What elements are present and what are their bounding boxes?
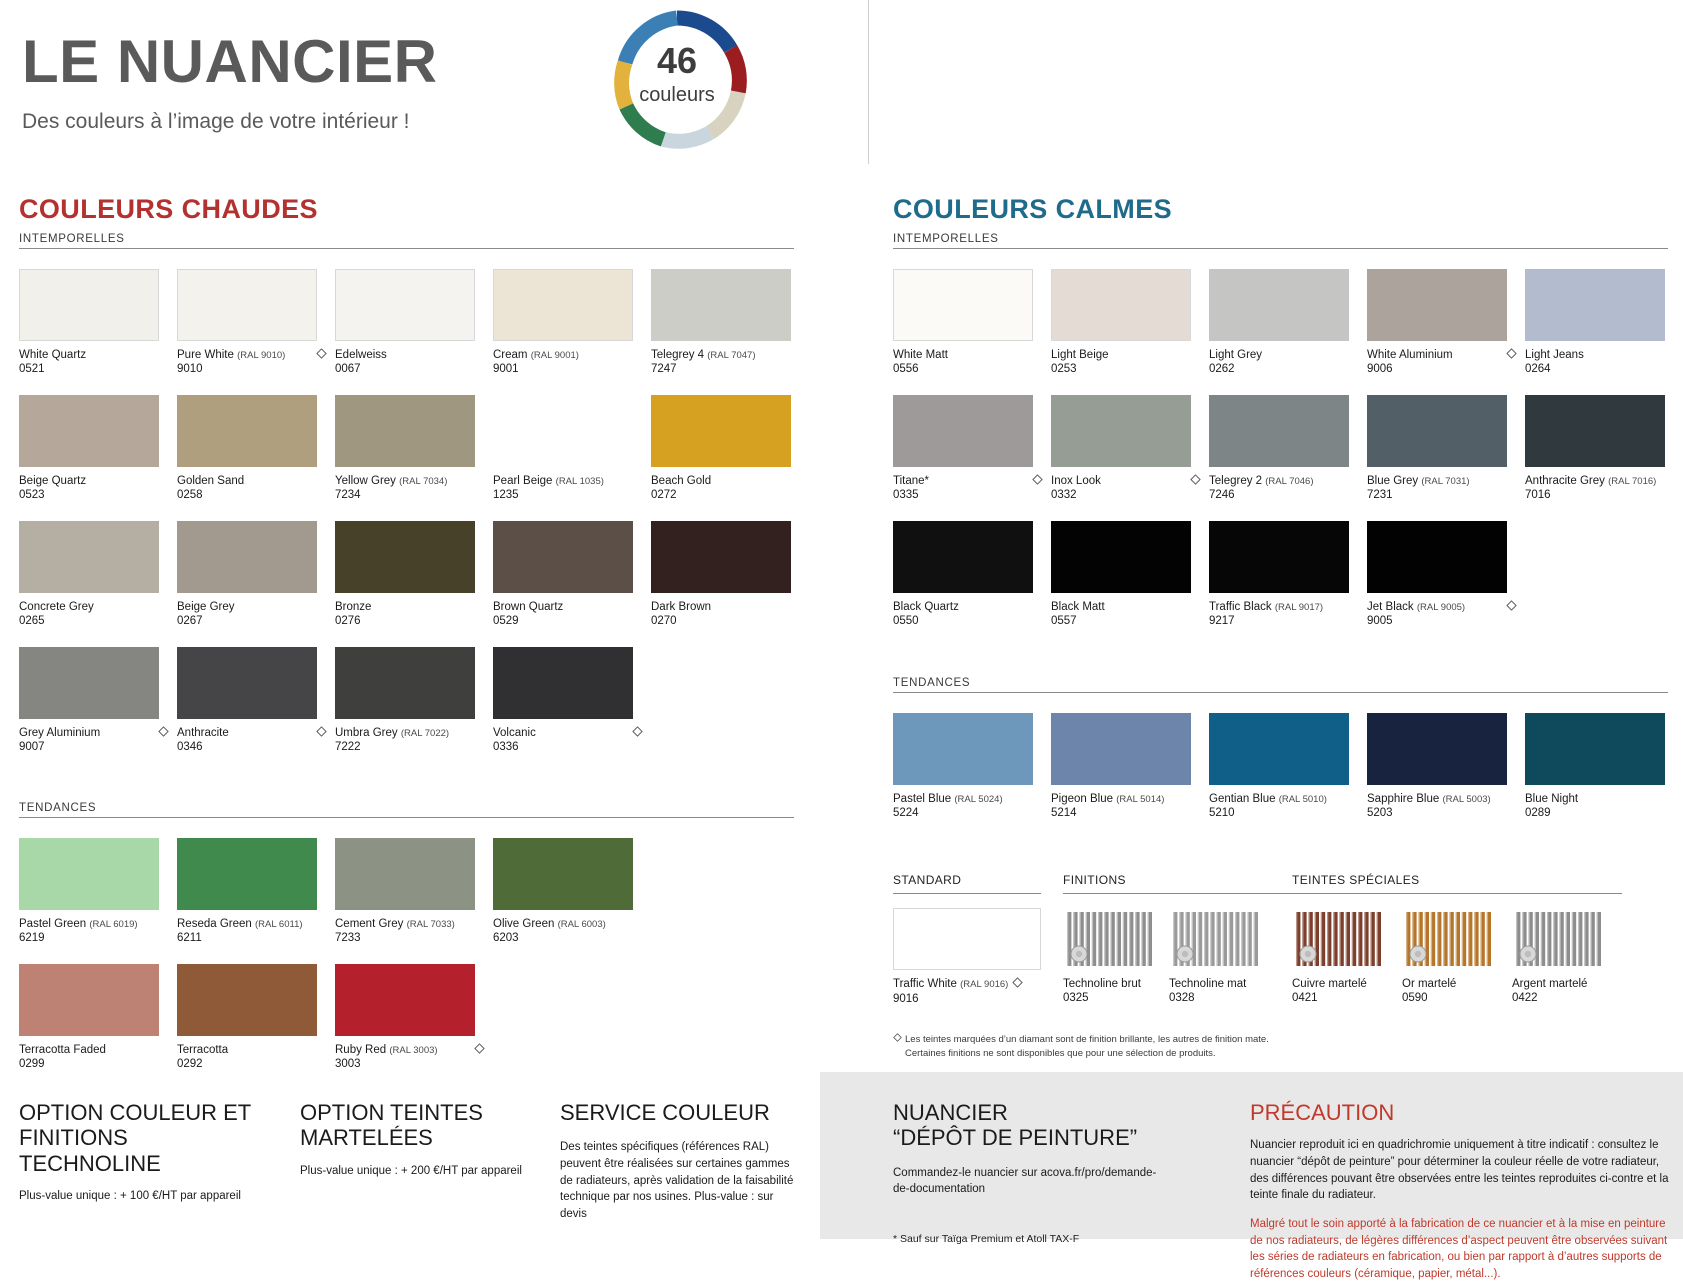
option-couleur-text: Plus-value unique : + 100 €/HT par appareil bbox=[19, 1189, 241, 1202]
color-code: 0336 bbox=[493, 741, 519, 754]
finitions-title: FINITIONS bbox=[1063, 873, 1126, 887]
color-swatch[interactable] bbox=[893, 269, 1045, 377]
page-subtitle: Des couleurs à l’image de votre intérieur ! bbox=[22, 110, 410, 133]
finish-code: 0328 bbox=[1169, 992, 1195, 1005]
color-swatch[interactable] bbox=[1367, 395, 1519, 503]
finish-code: 9016 bbox=[893, 993, 919, 1006]
finish-name: Cuivre martelé bbox=[1292, 978, 1367, 990]
nuancier-footnote: * Sauf sur Taïga Premium et Atoll TAX-F bbox=[893, 1232, 1080, 1245]
color-chip[interactable] bbox=[335, 964, 475, 1036]
color-chip[interactable] bbox=[893, 395, 1033, 467]
color-chip[interactable] bbox=[19, 838, 159, 910]
color-swatch[interactable] bbox=[335, 647, 487, 755]
color-chip[interactable] bbox=[1051, 521, 1191, 593]
color-name: Dark Brown bbox=[651, 601, 712, 613]
color-swatch[interactable] bbox=[1367, 713, 1519, 821]
color-swatch[interactable] bbox=[493, 521, 645, 629]
color-code: 6219 bbox=[19, 932, 45, 945]
color-name: Anthracite bbox=[177, 726, 329, 740]
service-couleur-text: Des teintes spécifiques (références RAL) peuvent être réalisées sur certaines gammes de radiateurs, après validation de la faisabilité technique par nos usines. Plus-value : sur devis bbox=[560, 1141, 794, 1220]
color-name: Concrete Grey bbox=[19, 601, 94, 613]
color-name: Bronze bbox=[335, 601, 372, 613]
section-title-warm: COULEURS CHAUDES bbox=[19, 194, 318, 224]
color-code: 9006 bbox=[1367, 363, 1393, 376]
color-swatch[interactable] bbox=[177, 521, 329, 629]
precaution-text-1: Nuancier reproduit ici en quadrichromie uniquement à titre indicatif : consultez le nuancier “dépôt de peinture” pour déterminer la couleur réelle de votre radiateur, des différences pouvant être observées entre les teintes reproduites ci-contre et la teinte finale du radiateur. bbox=[1250, 1139, 1669, 1202]
speciales-title: TEINTES SPÉCIALES bbox=[1292, 873, 1420, 887]
color-swatch[interactable] bbox=[177, 647, 329, 755]
precaution-text-2: Malgré tout le soin apporté à la fabrication de ce nuancier et à la mise en peinture de nos radiateurs, de légères différences d’aspect peuvent être observées suivant les séries de radiateurs en fabrication, ou bien par rapport à d’autres supports de références couleurs (céramique, papier, métal...). bbox=[1250, 1217, 1668, 1280]
color-swatch[interactable] bbox=[893, 521, 1045, 629]
color-code: 0292 bbox=[177, 1058, 203, 1071]
color-swatch[interactable] bbox=[19, 395, 171, 503]
gloss-diamond-icon bbox=[1032, 474, 1043, 485]
color-name: Black Quartz bbox=[893, 601, 959, 613]
radiator-preview[interactable] bbox=[1512, 908, 1604, 970]
color-chip[interactable] bbox=[1051, 269, 1191, 341]
color-code: 0289 bbox=[1525, 807, 1551, 820]
color-code: 9010 bbox=[177, 363, 203, 376]
color-chip[interactable] bbox=[493, 395, 633, 467]
color-chip[interactable] bbox=[1051, 713, 1191, 785]
color-chip[interactable] bbox=[335, 647, 475, 719]
color-chip[interactable] bbox=[493, 647, 633, 719]
color-name: Titane* bbox=[893, 474, 1045, 488]
option-teintes-block bbox=[300, 1100, 545, 1179]
color-code: 0270 bbox=[651, 615, 677, 628]
color-swatch[interactable] bbox=[177, 964, 329, 1072]
color-chip[interactable] bbox=[19, 647, 159, 719]
color-code: 0332 bbox=[1051, 489, 1077, 502]
group-label-warm-timeless: INTEMPORELLES bbox=[19, 233, 125, 245]
color-swatch[interactable] bbox=[893, 395, 1045, 503]
color-chip[interactable] bbox=[893, 269, 1033, 341]
color-code: 0521 bbox=[19, 363, 45, 376]
color-swatch[interactable] bbox=[1209, 269, 1361, 377]
color-name: White Aluminium bbox=[1367, 348, 1519, 362]
color-swatch[interactable] bbox=[1525, 713, 1677, 821]
color-chip[interactable] bbox=[1209, 713, 1349, 785]
group-label-calm-trends: TENDANCES bbox=[893, 677, 971, 689]
color-code: 7246 bbox=[1209, 489, 1235, 502]
color-swatch[interactable] bbox=[651, 269, 803, 377]
option-teintes-text: Plus-value unique : + 200 €/HT par appareil bbox=[300, 1164, 522, 1177]
color-name: Blue Night bbox=[1525, 793, 1579, 805]
color-name: Light Beige bbox=[1051, 349, 1109, 361]
group-label-calm-timeless: INTEMPORELLES bbox=[893, 233, 999, 245]
rule-calm-trends bbox=[893, 692, 1668, 693]
color-code: 0265 bbox=[19, 615, 45, 628]
color-name: Inox Look bbox=[1051, 474, 1203, 488]
color-name: Pastel Green (RAL 6019) bbox=[19, 918, 138, 930]
color-name: Telegrey 4 (RAL 7047) bbox=[651, 349, 756, 361]
nuancier-block bbox=[893, 1100, 1163, 1247]
color-code: 6203 bbox=[493, 932, 519, 945]
color-code: 0523 bbox=[19, 489, 45, 502]
color-chip[interactable] bbox=[493, 269, 633, 341]
color-name: Brown Quartz bbox=[493, 601, 564, 613]
color-name: Terracotta Faded bbox=[19, 1044, 106, 1056]
finish-code: 0421 bbox=[1292, 992, 1318, 1005]
color-chip[interactable] bbox=[651, 395, 791, 467]
finish-name: Technoline mat bbox=[1169, 978, 1247, 990]
color-code: 7231 bbox=[1367, 489, 1393, 502]
color-swatch[interactable] bbox=[177, 269, 329, 377]
color-code: 0550 bbox=[893, 615, 919, 628]
color-swatch[interactable] bbox=[1525, 395, 1677, 503]
color-name: Pastel Blue (RAL 5024) bbox=[893, 793, 1003, 805]
color-code: 3003 bbox=[335, 1058, 361, 1071]
color-code: 9001 bbox=[493, 363, 519, 376]
color-chip[interactable] bbox=[177, 521, 317, 593]
color-swatch[interactable] bbox=[493, 395, 645, 503]
color-code: 7016 bbox=[1525, 489, 1551, 502]
color-chip[interactable] bbox=[177, 964, 317, 1036]
color-chip[interactable] bbox=[177, 269, 317, 341]
finish-code: 0325 bbox=[1063, 992, 1089, 1005]
color-code: 1235 bbox=[493, 489, 519, 502]
precaution-title: PRÉCAUTION bbox=[1250, 1100, 1395, 1125]
color-name: Blue Grey (RAL 7031) bbox=[1367, 475, 1470, 487]
color-swatch[interactable] bbox=[493, 838, 645, 946]
color-code: 9005 bbox=[1367, 615, 1393, 628]
color-chip[interactable] bbox=[335, 521, 475, 593]
finish-swatch[interactable] bbox=[893, 908, 1045, 1007]
precaution-block bbox=[1250, 1100, 1670, 1283]
finish-note-2: Certaines finitions ne sont disponibles que pour une sélection de produits. bbox=[905, 1048, 1216, 1060]
color-swatch[interactable] bbox=[1209, 395, 1361, 503]
color-code: 7222 bbox=[335, 741, 361, 754]
color-code: 0529 bbox=[493, 615, 519, 628]
color-swatch[interactable] bbox=[493, 269, 645, 377]
color-chip[interactable] bbox=[1525, 395, 1665, 467]
color-code: 0258 bbox=[177, 489, 203, 502]
color-name: Edelweiss bbox=[335, 349, 387, 361]
finish-swatch[interactable] bbox=[1063, 908, 1163, 1006]
color-swatch[interactable] bbox=[1051, 395, 1203, 503]
color-swatch[interactable] bbox=[651, 395, 803, 503]
color-name: Volcanic bbox=[493, 726, 645, 740]
color-chip[interactable] bbox=[893, 908, 1041, 970]
color-chip[interactable] bbox=[335, 838, 475, 910]
color-name: Pigeon Blue (RAL 5014) bbox=[1051, 793, 1165, 805]
color-name: Light Jeans bbox=[1525, 349, 1584, 361]
gloss-diamond-icon bbox=[316, 726, 327, 737]
color-code: 0276 bbox=[335, 615, 361, 628]
color-code: 0556 bbox=[893, 363, 919, 376]
rule-finitions bbox=[1063, 893, 1328, 894]
color-chip[interactable] bbox=[1367, 713, 1507, 785]
color-swatch[interactable] bbox=[19, 269, 171, 377]
color-name: Gentian Blue (RAL 5010) bbox=[1209, 793, 1327, 805]
color-code: 5210 bbox=[1209, 807, 1235, 820]
color-swatch[interactable] bbox=[1525, 269, 1677, 377]
color-chip[interactable] bbox=[493, 838, 633, 910]
color-code: 0067 bbox=[335, 363, 361, 376]
color-name: Olive Green (RAL 6003) bbox=[493, 918, 606, 930]
color-swatch[interactable] bbox=[1051, 521, 1203, 629]
color-name: Umbra Grey (RAL 7022) bbox=[335, 727, 450, 739]
finish-swatch[interactable] bbox=[1512, 908, 1617, 1006]
color-chip[interactable] bbox=[1367, 269, 1507, 341]
finish-name: Argent martelé bbox=[1512, 978, 1588, 990]
standard-title: STANDARD bbox=[893, 873, 962, 887]
color-chip[interactable] bbox=[1367, 395, 1507, 467]
radiator-preview[interactable] bbox=[1063, 908, 1155, 970]
color-name: Cream (RAL 9001) bbox=[493, 349, 579, 361]
option-teintes-title: OPTION TEINTES MARTELÉES bbox=[300, 1100, 483, 1151]
color-name: Beach Gold bbox=[651, 475, 712, 487]
color-name: Terracotta bbox=[177, 1044, 229, 1056]
radiator-preview[interactable] bbox=[1402, 908, 1494, 970]
color-code: 7233 bbox=[335, 932, 361, 945]
color-name: Yellow Grey (RAL 7034) bbox=[335, 475, 448, 487]
finish-name: Technoline brut bbox=[1063, 978, 1141, 990]
color-name: Traffic Black (RAL 9017) bbox=[1209, 601, 1324, 613]
color-code: 0346 bbox=[177, 741, 203, 754]
finish-swatch[interactable] bbox=[1169, 908, 1269, 1006]
color-chip[interactable] bbox=[19, 521, 159, 593]
page-title: LE NUANCIER bbox=[22, 28, 438, 95]
color-swatch[interactable] bbox=[651, 521, 803, 629]
rule-warm-trends bbox=[19, 817, 794, 818]
color-swatch[interactable] bbox=[335, 269, 487, 377]
color-code: 0264 bbox=[1525, 363, 1551, 376]
finish-notes bbox=[893, 1033, 1613, 1062]
finish-swatch[interactable] bbox=[1402, 908, 1507, 1006]
color-chip[interactable] bbox=[335, 269, 475, 341]
header-divider bbox=[868, 0, 869, 164]
rule-warm-timeless bbox=[19, 248, 794, 249]
finish-note-1: Les teintes marquées d’un diamant sont de finition brillante, les autres de finition mate. bbox=[893, 1033, 1613, 1047]
color-code: 0272 bbox=[651, 489, 677, 502]
color-name: Beige Grey bbox=[177, 601, 235, 613]
color-swatch[interactable] bbox=[1367, 521, 1519, 629]
color-swatch[interactable] bbox=[19, 964, 171, 1072]
radiator-preview[interactable] bbox=[1292, 908, 1384, 970]
group-label-warm-trends: TENDANCES bbox=[19, 802, 97, 814]
color-code: 0267 bbox=[177, 615, 203, 628]
section-title-calm: COULEURS CALMES bbox=[893, 194, 1173, 224]
gloss-diamond-icon bbox=[1506, 348, 1517, 359]
color-code: 0253 bbox=[1051, 363, 1077, 376]
color-name: White Quartz bbox=[19, 349, 87, 361]
gloss-diamond-icon bbox=[316, 348, 327, 359]
color-chip[interactable] bbox=[493, 521, 633, 593]
color-chip[interactable] bbox=[1209, 521, 1349, 593]
color-chip[interactable] bbox=[1209, 269, 1349, 341]
color-name: Sapphire Blue (RAL 5003) bbox=[1367, 793, 1491, 805]
color-name: Ruby Red (RAL 3003) bbox=[335, 1043, 487, 1057]
color-name: Telegrey 2 (RAL 7046) bbox=[1209, 475, 1314, 487]
rule-calm-timeless bbox=[893, 248, 1668, 249]
color-code: 9007 bbox=[19, 741, 45, 754]
finish-code: 0422 bbox=[1512, 992, 1538, 1005]
finish-name: Traffic White (RAL 9016) bbox=[893, 977, 1045, 992]
color-swatch[interactable] bbox=[177, 395, 329, 503]
color-name: Cement Grey (RAL 7033) bbox=[335, 918, 455, 930]
color-name: Pure White (RAL 9010) bbox=[177, 348, 329, 362]
color-chip[interactable] bbox=[335, 395, 475, 467]
color-chip[interactable] bbox=[177, 647, 317, 719]
color-code: 5203 bbox=[1367, 807, 1393, 820]
badge-number: 46 bbox=[656, 40, 698, 81]
color-chip[interactable] bbox=[893, 521, 1033, 593]
color-swatch[interactable] bbox=[1209, 521, 1361, 629]
color-chip[interactable] bbox=[651, 521, 791, 593]
color-name: Grey Aluminium bbox=[19, 726, 171, 740]
color-name: Light Grey bbox=[1209, 349, 1263, 361]
color-code: 7234 bbox=[335, 489, 361, 502]
radiator-preview[interactable] bbox=[1169, 908, 1261, 970]
color-swatch[interactable] bbox=[335, 395, 487, 503]
finish-name: Or martelé bbox=[1402, 978, 1457, 990]
color-swatch[interactable] bbox=[177, 838, 329, 946]
gloss-diamond-icon bbox=[474, 1043, 485, 1054]
color-swatch[interactable] bbox=[1051, 269, 1203, 377]
gloss-diamond-icon bbox=[632, 726, 643, 737]
color-swatch[interactable] bbox=[1051, 713, 1203, 821]
color-name: Pearl Beige (RAL 1035) bbox=[493, 475, 604, 487]
finish-swatch[interactable] bbox=[1292, 908, 1397, 1006]
color-name: White Matt bbox=[893, 349, 948, 361]
color-chip[interactable] bbox=[1525, 713, 1665, 785]
color-name: Beige Quartz bbox=[19, 475, 87, 487]
rule-speciales bbox=[1292, 893, 1622, 894]
nuancier-title: NUANCIER “DÉPÔT DE PEINTURE” bbox=[893, 1100, 1138, 1151]
option-couleur-block bbox=[19, 1100, 274, 1205]
color-code: 0335 bbox=[893, 489, 919, 502]
color-chip[interactable] bbox=[1367, 521, 1507, 593]
color-chip[interactable] bbox=[177, 838, 317, 910]
badge-label: couleurs bbox=[639, 84, 715, 106]
gloss-diamond-icon bbox=[158, 726, 169, 737]
color-chip[interactable] bbox=[1209, 395, 1349, 467]
color-code: 0262 bbox=[1209, 363, 1235, 376]
color-swatch[interactable] bbox=[19, 521, 171, 629]
service-couleur-block bbox=[560, 1100, 800, 1223]
color-code: 7247 bbox=[651, 363, 677, 376]
color-count-badge bbox=[603, 6, 751, 154]
color-code: 5224 bbox=[893, 807, 919, 820]
color-code: 6211 bbox=[177, 932, 202, 945]
finish-code: 0590 bbox=[1402, 992, 1428, 1005]
color-swatch[interactable] bbox=[493, 647, 645, 755]
color-code: 0299 bbox=[19, 1058, 45, 1071]
nuancier-text: Commandez-le nuancier sur acova.fr/pro/demande-de-documentation bbox=[893, 1166, 1157, 1196]
color-name: Reseda Green (RAL 6011) bbox=[177, 918, 303, 930]
color-code: 5214 bbox=[1051, 807, 1077, 820]
color-chip[interactable] bbox=[177, 395, 317, 467]
color-chip[interactable] bbox=[19, 964, 159, 1036]
color-swatch[interactable] bbox=[335, 964, 487, 1072]
color-chip[interactable] bbox=[651, 269, 791, 341]
color-code: 9217 bbox=[1209, 615, 1235, 628]
color-swatch[interactable] bbox=[1367, 269, 1519, 377]
color-name: Golden Sand bbox=[177, 475, 245, 487]
service-couleur-title: SERVICE COULEUR bbox=[560, 1100, 770, 1125]
color-swatch[interactable] bbox=[893, 713, 1045, 821]
color-swatch[interactable] bbox=[19, 838, 171, 946]
color-chip[interactable] bbox=[19, 395, 159, 467]
color-swatch[interactable] bbox=[1209, 713, 1361, 821]
color-chip[interactable] bbox=[1525, 269, 1665, 341]
gloss-diamond-icon bbox=[1190, 474, 1201, 485]
color-chip[interactable] bbox=[19, 269, 159, 341]
color-name: Jet Black (RAL 9005) bbox=[1367, 600, 1519, 614]
rule-standard bbox=[893, 893, 1041, 894]
color-code: 0557 bbox=[1051, 615, 1077, 628]
color-swatch[interactable] bbox=[335, 521, 487, 629]
color-chip[interactable] bbox=[893, 713, 1033, 785]
color-name: Anthracite Grey (RAL 7016) bbox=[1525, 475, 1657, 487]
color-swatch[interactable] bbox=[19, 647, 171, 755]
color-chip[interactable] bbox=[1051, 395, 1191, 467]
option-couleur-title: OPTION COULEUR ET FINITIONS TECHNOLINE bbox=[19, 1100, 252, 1176]
color-name: Black Matt bbox=[1051, 601, 1105, 613]
gloss-diamond-icon bbox=[1506, 600, 1517, 611]
color-swatch[interactable] bbox=[335, 838, 487, 946]
